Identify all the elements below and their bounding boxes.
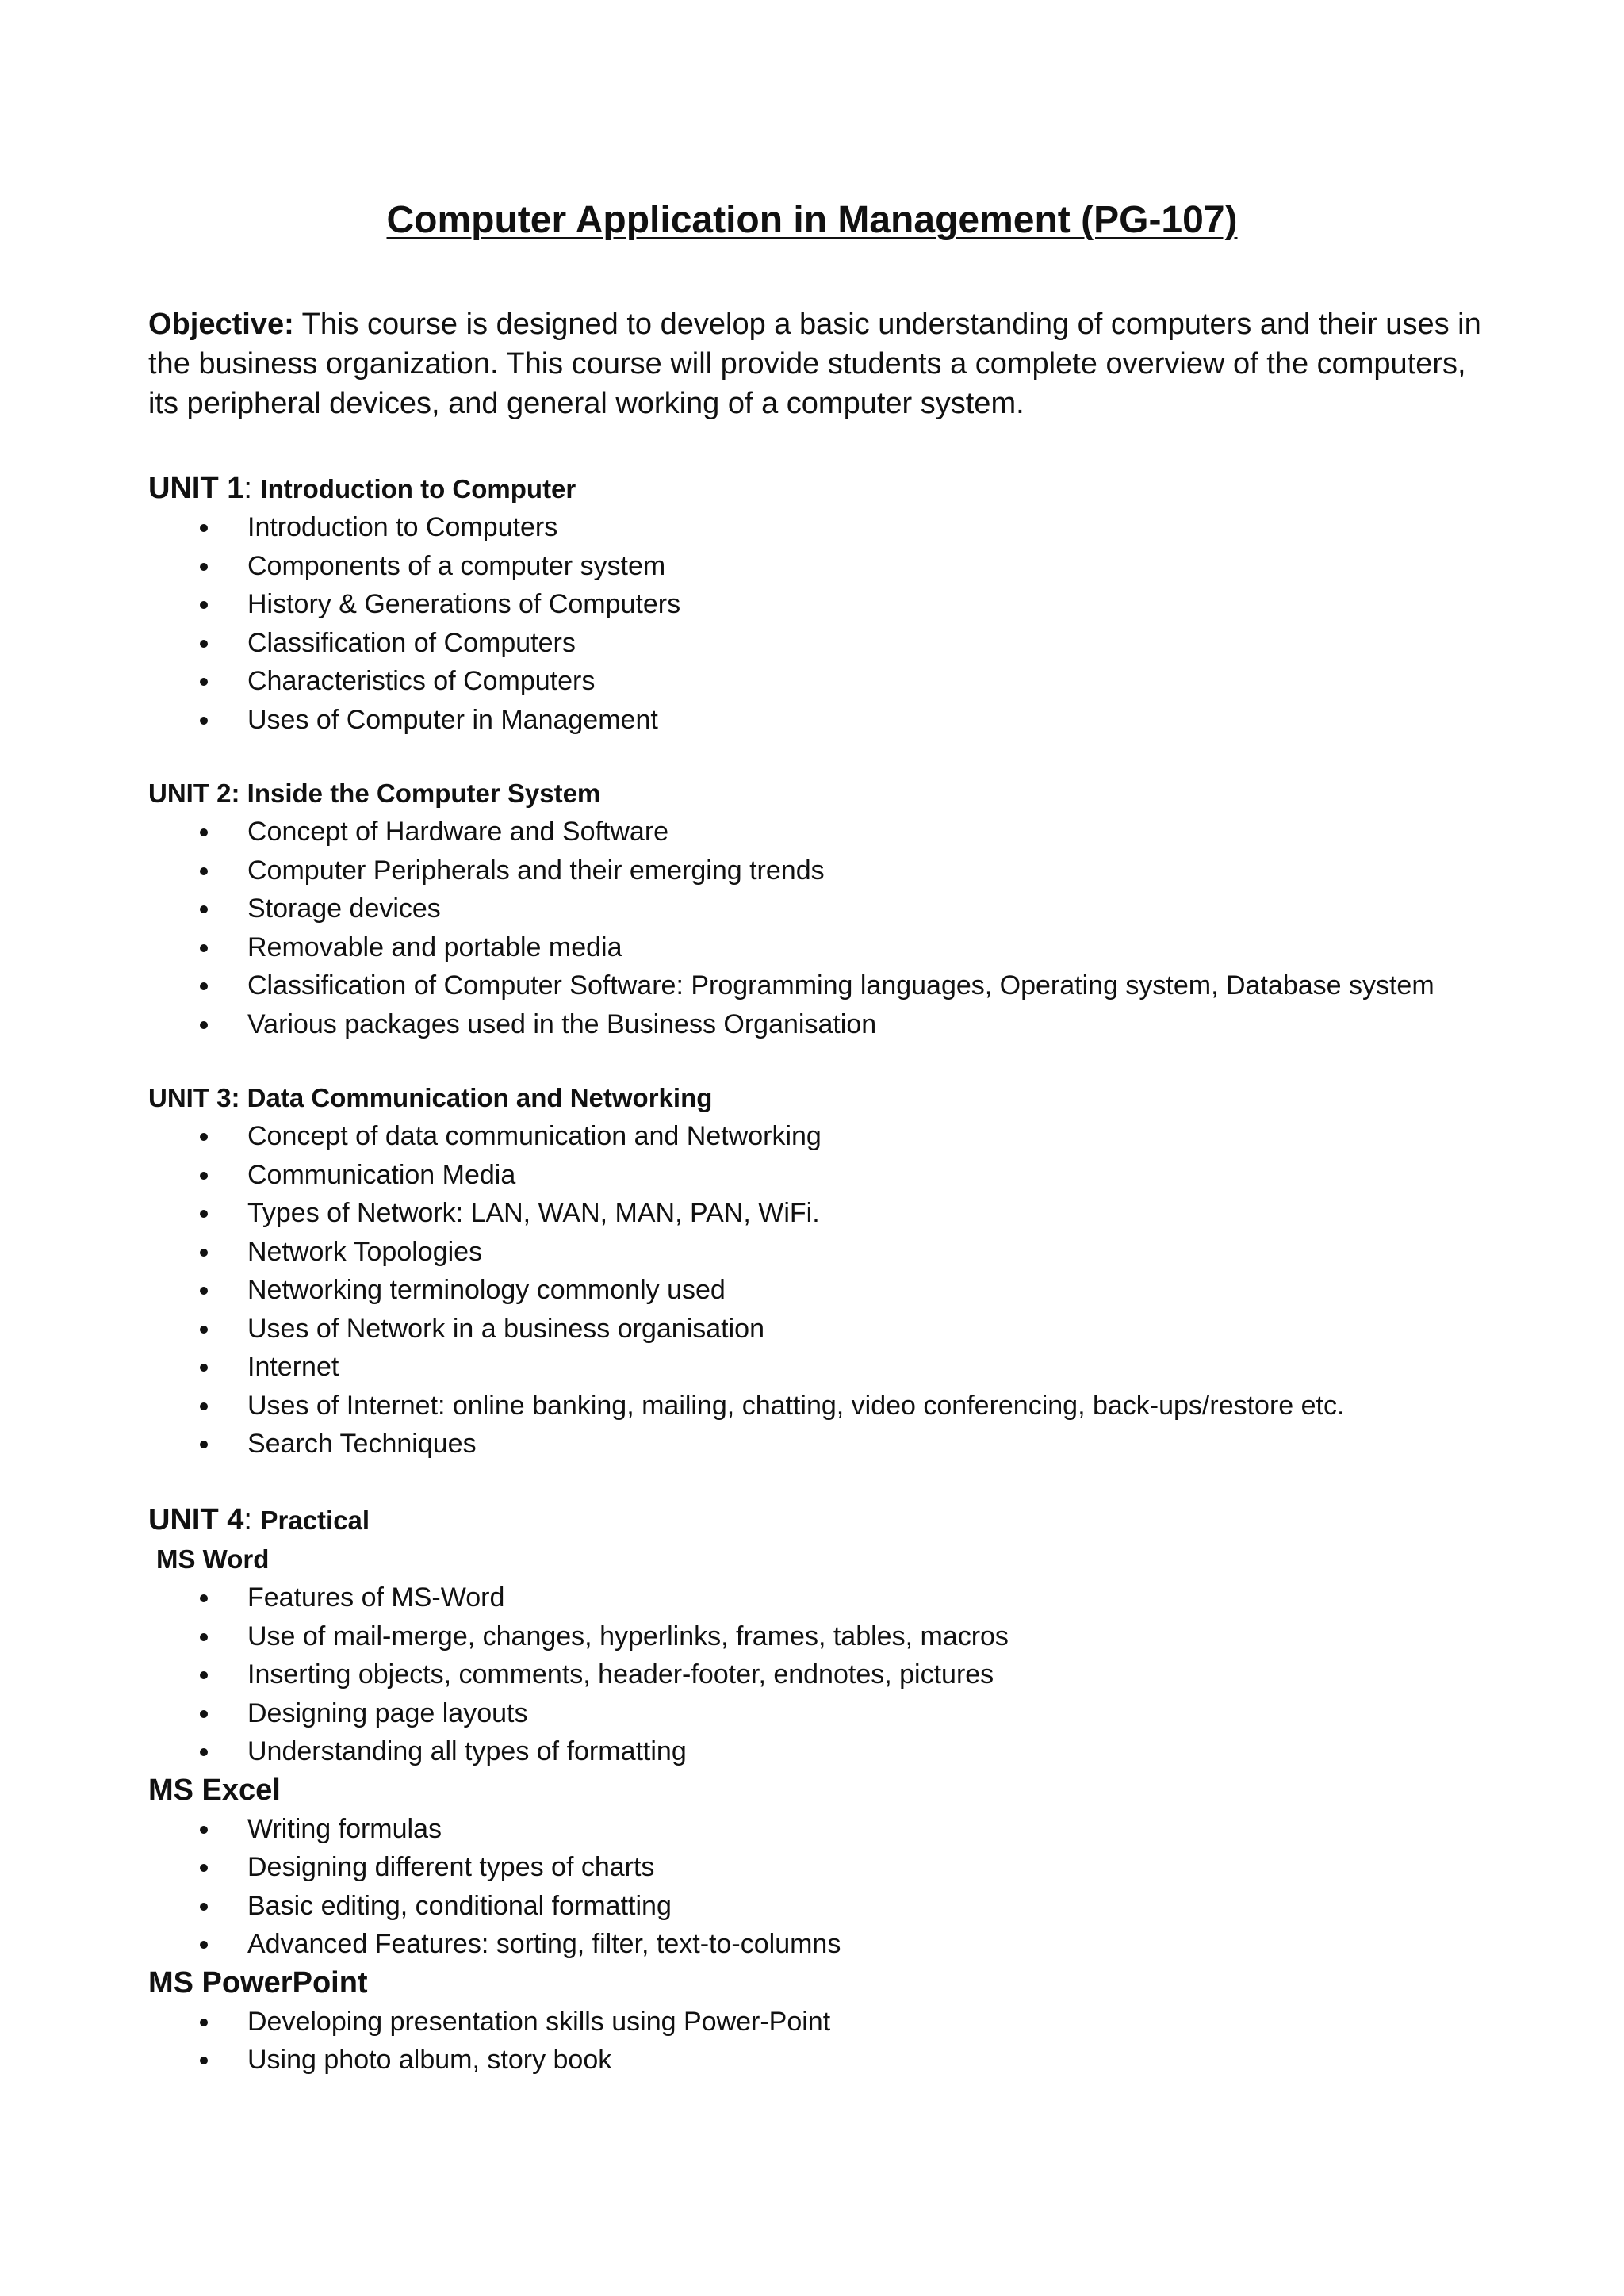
list-item [148, 1310, 1536, 1349]
unit-2-list [148, 813, 1536, 1043]
list-item-text: Use of mail-merge, changes, hyperlinks, frames, tables, macros [247, 1621, 1009, 1651]
unit-3-list [148, 1117, 1536, 1464]
list-item-text: Introduction to Computers [247, 512, 558, 542]
list-item-text: Storage devices [247, 894, 441, 924]
bullet-icon [200, 2057, 208, 2064]
list-item [148, 890, 1536, 928]
list-item [148, 701, 1536, 740]
unit-1-section [148, 469, 1536, 739]
list-item-text: Classification of Computer Software: Programming languages, Operating system, Database system [247, 970, 1434, 1001]
list-item-text: Classification of Computers [247, 627, 576, 658]
list-item [148, 1005, 1536, 1044]
list-item-text: Computer Peripherals and their emerging trends [247, 855, 825, 886]
list-item-text: Using photo album, story book [247, 2045, 612, 2075]
unit-2-section [148, 774, 1536, 1043]
bullet-icon [200, 601, 208, 609]
list-item-text: Uses of Internet: online banking, mailing, chatting, video conferencing, back-ups/restore etc. [247, 1390, 1345, 1421]
list-item-text: Inserting objects, comments, header-footer, endnotes, pictures [247, 1659, 994, 1689]
unit-4-separator: : [243, 1503, 261, 1536]
list-item [148, 928, 1536, 967]
bullet-icon [200, 1210, 208, 1218]
bullet-icon [200, 982, 208, 990]
unit-1-title: Introduction to Computer [260, 474, 576, 503]
ms-powerpoint-heading: MS PowerPoint [148, 1965, 368, 1999]
bullet-icon [200, 563, 208, 571]
list-item-text: Removable and portable media [247, 932, 622, 962]
list-item [148, 1348, 1536, 1387]
list-item-text: Writing formulas [247, 1813, 442, 1844]
list-item [148, 1271, 1536, 1310]
unit-1-separator: : [243, 472, 261, 505]
list-item [148, 1925, 1536, 1964]
unit-3-heading: UNIT 3: Data Communication and Networking [148, 1083, 713, 1112]
bullet-icon [200, 1441, 208, 1448]
list-item-text: Characteristics of Computers [247, 666, 596, 696]
bullet-icon [200, 717, 208, 725]
page-title: Computer Application in Management (PG-107) [386, 199, 1238, 241]
list-item-text: Uses of Computer in Management [247, 704, 658, 735]
list-item [148, 1694, 1536, 1733]
list-item-text: Designing different types of charts [247, 1852, 655, 1882]
list-item [148, 1387, 1536, 1425]
objective-label: Objective: [148, 308, 294, 341]
bullet-icon [200, 1133, 208, 1141]
list-item [148, 1156, 1536, 1195]
list-item [148, 624, 1536, 663]
list-item-text: Network Topologies [247, 1236, 483, 1267]
unit-4-section [148, 1501, 1536, 2080]
list-item-text: Concept of data communication and Networking [247, 1121, 822, 1151]
objective-text: This course is designed to develop a basic understanding of computers and their uses in the business organization. This course will provide students a complete overview of the computers, its peripheral devices, and general working of a computer system. [148, 308, 1481, 420]
ms-word-heading: MS Word [156, 1544, 270, 1574]
unit-3-section [148, 1078, 1536, 1464]
list-item [148, 813, 1536, 851]
list-item [148, 1655, 1536, 1694]
list-item [148, 2003, 1536, 2042]
list-item [148, 1617, 1536, 1656]
bullet-icon [200, 1402, 208, 1410]
ms-excel-heading: MS Excel [148, 1773, 281, 1807]
list-item-text: Networking terminology commonly used [247, 1275, 726, 1305]
list-item [148, 2041, 1536, 2080]
list-item [148, 1887, 1536, 1926]
bullet-icon [200, 1941, 208, 1949]
list-item-text: Advanced Features: sorting, filter, text-to-columns [247, 1929, 841, 1959]
list-item [148, 1732, 1536, 1771]
bullet-icon [200, 867, 208, 875]
bullet-icon [200, 1633, 208, 1641]
list-item [148, 585, 1536, 624]
bullet-icon [200, 1671, 208, 1679]
unit-4-title: Practical [260, 1506, 370, 1535]
ms-word-list [148, 1578, 1536, 1771]
bullet-icon [200, 1826, 208, 1834]
list-item [148, 1578, 1536, 1617]
bullet-icon [200, 1364, 208, 1372]
list-item [148, 547, 1536, 586]
bullet-icon [200, 1326, 208, 1334]
bullet-icon [200, 1287, 208, 1295]
list-item-text: Developing presentation skills using Power-Point [247, 2006, 831, 2037]
unit-2-heading: UNIT 2: Inside the Computer System [148, 779, 601, 808]
list-item-text: Features of MS-Word [247, 1582, 505, 1613]
list-item [148, 662, 1536, 701]
list-item-text: History & Generations of Computers [247, 589, 681, 619]
unit-4-label: UNIT 4 [148, 1503, 244, 1536]
unit-1-list [148, 508, 1536, 739]
list-item-text: Internet [247, 1352, 339, 1382]
bullet-icon [200, 905, 208, 913]
list-item-text: Communication Media [247, 1159, 516, 1190]
list-item-text: Designing page layouts [247, 1697, 528, 1728]
list-item [148, 1810, 1536, 1849]
list-item [148, 508, 1536, 547]
list-item [148, 851, 1536, 890]
list-item-text: Concept of Hardware and Software [247, 817, 669, 847]
bullet-icon [200, 640, 208, 648]
list-item [148, 966, 1536, 1005]
bullet-icon [200, 1710, 208, 1718]
list-item-text: Basic editing, conditional formatting [247, 1890, 672, 1921]
list-item [148, 1425, 1536, 1464]
list-item [148, 1117, 1536, 1156]
bullet-icon [200, 1903, 208, 1911]
list-item [148, 1848, 1536, 1887]
bullet-icon [200, 1172, 208, 1180]
bullet-icon [200, 2019, 208, 2026]
list-item [148, 1233, 1536, 1272]
bullet-icon [200, 524, 208, 532]
bullet-icon [200, 678, 208, 686]
ms-excel-list [148, 1810, 1536, 1964]
bullet-icon [200, 1748, 208, 1756]
ms-powerpoint-list [148, 2003, 1536, 2080]
bullet-icon [200, 828, 208, 836]
unit-1-heading [148, 469, 1536, 508]
objective-paragraph [148, 304, 1496, 423]
bullet-icon [200, 1249, 208, 1257]
list-item-text: Types of Network: LAN, WAN, MAN, PAN, WiFi. [247, 1198, 820, 1228]
list-item-text: Various packages used in the Business Organisation [247, 1008, 877, 1039]
list-item-text: Understanding all types of formatting [247, 1736, 687, 1766]
list-item-text: Uses of Network in a business organisation [247, 1313, 764, 1344]
bullet-icon [200, 1594, 208, 1602]
list-item-text: Components of a computer system [247, 550, 666, 581]
list-item-text: Search Techniques [247, 1429, 477, 1459]
bullet-icon [200, 1021, 208, 1029]
list-item [148, 1194, 1536, 1233]
unit-4-heading [148, 1501, 1536, 1540]
unit-1-label: UNIT 1 [148, 472, 244, 505]
bullet-icon [200, 944, 208, 952]
bullet-icon [200, 1864, 208, 1872]
